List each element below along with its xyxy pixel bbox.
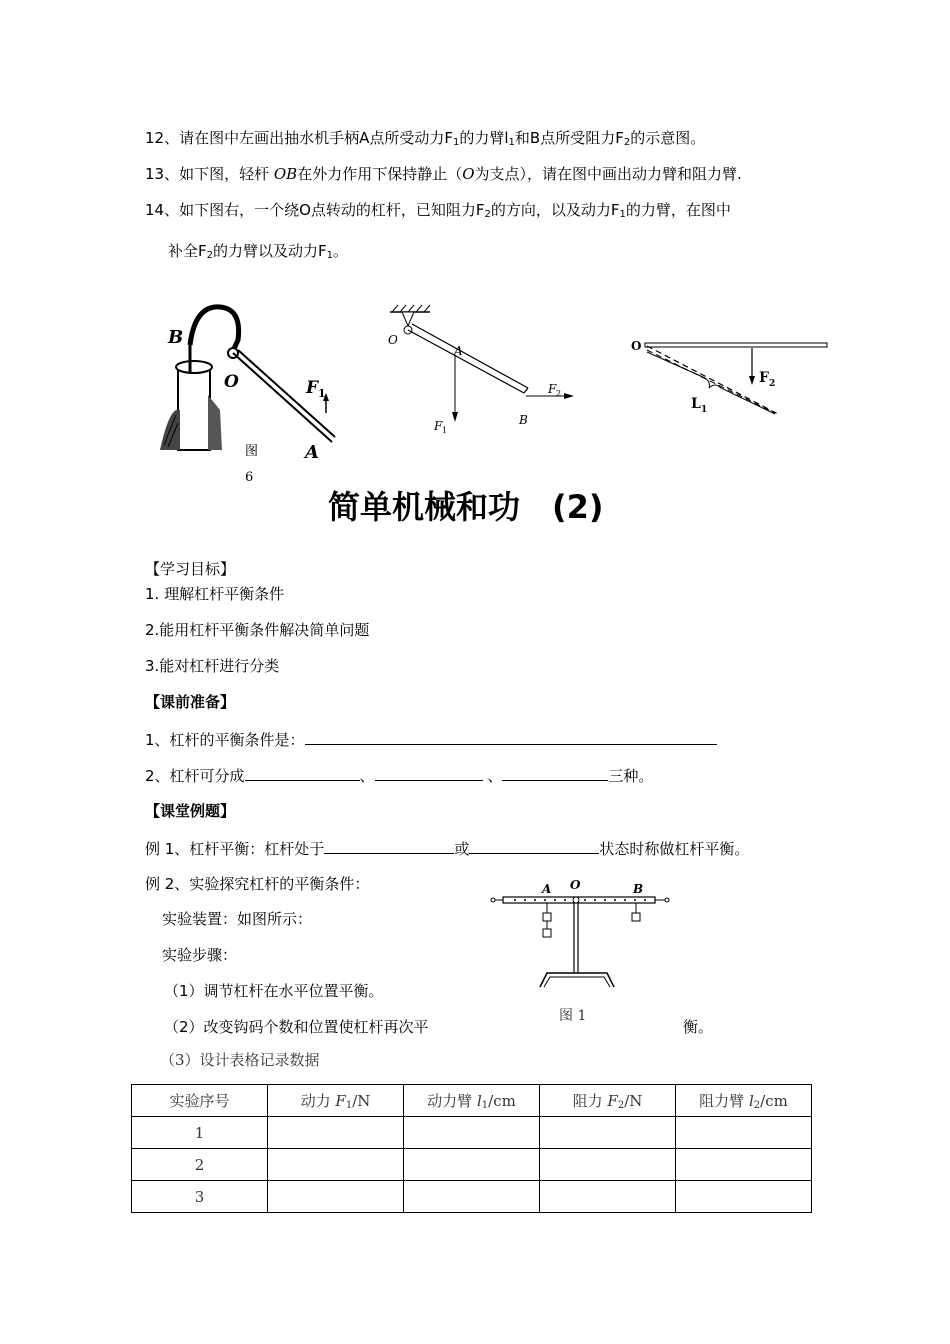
- header-l1: 动力臂 $l_1/cm$: [404, 1085, 540, 1117]
- goal-item-1: 1. 理解杠杆平衡条件: [145, 585, 285, 603]
- lever-label-l1: L: [691, 396, 701, 412]
- question-14-line2: 补全$F_2$的力臂以及动力$F_1$。: [168, 242, 349, 261]
- balance-label-o: O: [570, 878, 581, 892]
- goals-heading: 【学习目标】: [145, 560, 236, 578]
- pump-figure: [150, 295, 350, 495]
- cell-input[interactable]: [676, 1117, 812, 1149]
- blank-lever-type-2[interactable]: [375, 765, 483, 781]
- header-trial-no: 实验序号: [132, 1085, 268, 1117]
- balance-caption: 图 1: [559, 1008, 587, 1024]
- cell-input[interactable]: [540, 1149, 676, 1181]
- rod-label-f2: F: [548, 382, 557, 396]
- pump-label-b: B: [168, 327, 184, 348]
- prep-item-2: 2、杠杆可分成 、 、 三种。: [145, 767, 654, 785]
- prep-heading: 【课前准备】: [145, 693, 236, 711]
- blank-state-1[interactable]: [324, 838, 454, 854]
- cell-input[interactable]: [676, 1149, 812, 1181]
- lever-figure: [625, 330, 835, 440]
- blank-balance-condition[interactable]: [305, 729, 717, 745]
- pump-label-f-sub: 1: [318, 387, 326, 400]
- cell-input[interactable]: [404, 1117, 540, 1149]
- step-2-end: 衡。: [683, 1018, 714, 1036]
- step-2: （2）改变钩码个数和位置使杠杆再次平: [164, 1018, 429, 1036]
- step-3: （3）设计表格记录数据: [160, 1051, 320, 1069]
- lever-label-f2-sub: 2: [769, 379, 776, 389]
- table-row: [132, 1181, 812, 1213]
- balance-figure: [485, 877, 675, 997]
- balance-label-a: A: [542, 882, 552, 896]
- pump-label-o: O: [224, 372, 239, 392]
- cell-input[interactable]: [268, 1117, 404, 1149]
- step-1: （1）调节杠杆在水平位置平衡。: [164, 982, 384, 1000]
- rod-label-b: B: [519, 413, 528, 427]
- rod-figure: [380, 300, 580, 440]
- blank-lever-type-1[interactable]: [245, 765, 360, 781]
- lever-label-f2: F: [759, 370, 769, 386]
- goal-item-2: 2.能用杠杆平衡条件解决简单问题: [145, 621, 370, 639]
- steps-text: 实验步骤：: [162, 946, 238, 964]
- cell-input[interactable]: [404, 1181, 540, 1213]
- question-12: 12、请在图中左画出抽水机手柄A点所受动力$F_1$的力臂$l_1$和B点所受阻力$F_2$的示意图。: [145, 129, 706, 148]
- rod-label-o: O: [388, 333, 398, 347]
- page-title: 简单机械和功 (2): [328, 488, 604, 526]
- header-f1: 动力 $F_1/N$: [268, 1085, 404, 1117]
- blank-lever-type-3[interactable]: [502, 765, 608, 781]
- rod-label-f2-sub: 2: [556, 389, 562, 398]
- cell-input[interactable]: [268, 1149, 404, 1181]
- lever-label-l1-sub: 1: [701, 405, 708, 415]
- header-l2: 阻力臂 $l_2/cm$: [676, 1085, 812, 1117]
- goal-item-3: 3.能对杠杆进行分类: [145, 657, 280, 675]
- balance-label-b: B: [633, 882, 644, 896]
- pump-caption-2: 6: [245, 470, 254, 485]
- rod-label-f1: F: [434, 419, 443, 433]
- device-text: 实验装置：如图所示：: [162, 910, 313, 928]
- example-1: 例 1、杠杆平衡：杠杆处于 或 状态时称做杠杆平衡。: [145, 840, 750, 858]
- example-2: 例 2、实验探究杠杆的平衡条件：: [145, 875, 370, 893]
- pump-label-f: F: [306, 378, 319, 398]
- cell-trial: 2: [132, 1149, 268, 1181]
- cell-trial: 3: [132, 1181, 268, 1213]
- cell-input[interactable]: [404, 1149, 540, 1181]
- rod-label-f1-sub: 1: [442, 426, 448, 435]
- table-header-row: [132, 1085, 812, 1117]
- prep-item-1: 1、杠杆的平衡条件是：: [145, 729, 717, 750]
- cell-input[interactable]: [540, 1181, 676, 1213]
- cell-input[interactable]: [268, 1181, 404, 1213]
- pump-label-a: A: [305, 442, 319, 463]
- lever-label-o: O: [631, 339, 642, 353]
- cell-input[interactable]: [540, 1117, 676, 1149]
- cell-input[interactable]: [676, 1181, 812, 1213]
- table-row: [132, 1117, 812, 1149]
- header-f2: 阻力 $F_2/N$: [540, 1085, 676, 1117]
- pump-caption-1: 图: [245, 444, 259, 459]
- cell-trial: 1: [132, 1117, 268, 1149]
- data-table: [131, 1084, 812, 1213]
- question-13: 13、如下图，轻杆 OB在外力作用下保持静止（O为支点），请在图中画出动力臂和阻力臂.: [145, 165, 742, 183]
- rod-label-a: A: [454, 344, 463, 358]
- question-14-line1: 14、如下图右，一个绕O点转动的杠杆，已知阻力$F_2$的方向，以及动力$F_1$的力臂，在图中: [145, 201, 731, 220]
- blank-state-2[interactable]: [469, 838, 599, 854]
- table-row: [132, 1149, 812, 1181]
- examples-heading: 【课堂例题】: [145, 802, 236, 820]
